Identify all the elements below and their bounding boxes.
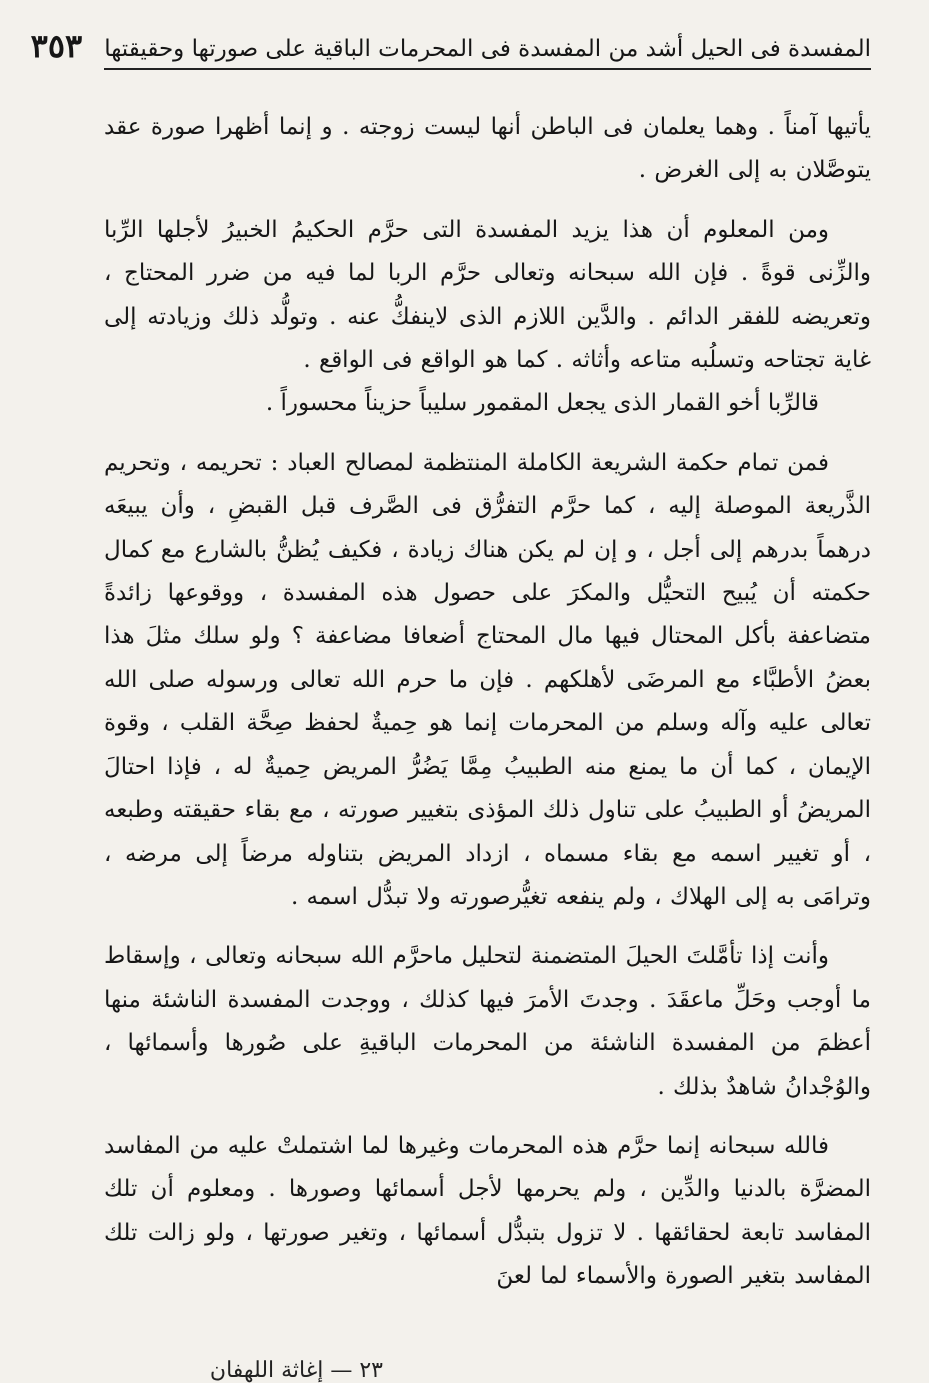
page-number: ٣٥٣ <box>30 27 83 65</box>
running-header-title: المفسدة فى الحيل أشد من المفسدة فى المحرمات الباقية على صورتها وحقيقتها <box>104 35 871 62</box>
paragraph: يأتيها آمناً . وهما يعلمان فى الباطن أنها ليست زوجته . و إنما أظهرا صورة عقد يتوصَّلان به إلى الغرض . <box>104 114 871 184</box>
paragraph: فالله سبحانه إنما حرَّم هذه المحرمات وغيرها لما اشتملتْ عليه من المفاسد المضرَّة بالدنيا والدِّين ، ولم يحرمها لأجل أسمائها وصورها . ومعلوم أن تلك المفاسد تابعة لحقائقها . لا تزول بتبدُّل أسمائها ، وتغير صورتها ، ولو زالت تلك المفاسد بتغير الصورة والأسماء لما لعنَ <box>104 1132 871 1290</box>
quoted-verse: قالرِّبا أخو القمار الذى يجعل المقمور سليباً حزيناً محسوراً . <box>265 390 819 417</box>
body-text <box>104 106 871 1299</box>
paragraph: وأنت إذا تأمَّلتَ الحيلَ المتضمنة لتحليل ماحرَّم الله سبحانه وتعالى ، وإسقاط ما أوجب وحَلِّ ماعقَدَ . وجدتَ الأمرَ فيها كذلك ، ووجدت المفسدة الناشئة منها أعظمَ من المفسدة الناشئة من المحرمات الباقيةِ على صُورها وأسمائها ، والوُجْدانُ شاهدٌ بذلك . <box>104 943 871 1100</box>
running-header <box>30 0 871 68</box>
footer-signature: ٢٣ — إغاثة اللهفان <box>209 1358 383 1383</box>
paragraph: ومن المعلوم أن هذا يزيد المفسدة التى حرَّم الحكيمُ الخبيرُ لأجلها الرِّبا والزِّنى قوةً . فإن الله سبحانه وتعالى حرَّم الربا لما فيه من ضرر المحتاج ، وتعريضه للفقر الدائم . والدَّين اللازم الذى لاينفكُّ عنه . وتولُّد ذلك وزيادته إلى غاية تجتاحه وتسلُبه متاعه وأثاثه . كما هو الواقع فى الواقع . <box>104 216 871 374</box>
paragraph: فمن تمام حكمة الشريعة الكاملة المنتظمة لمصالح العباد : تحريمه ، وتحريم الذَّريعة الموصلة إليه ، كما حرَّم التفرُّق فى الصَّرف قبل القبضِ ، وأن يبيعَه درهماً بدرهم إلى أجل ، و إن لم يكن هناك زيادة ، فكيف يُظنُّ بالشارع مع كمال حكمته أن يُبيح التحيُّل والمكرَ على حصول هذه المفسدة ، ووقوعها زائدةً متضاعفة بأكل المحتال فيها مال المحتاج أضعافا مضاعفة ؟ ولو سلك مثلَ هذا بعضُ الأطبَّاء مع المرضَى لأهلكهم . فإن ما حرم الله تعالى ورسوله صلى الله تعالى عليه وآله وسلم من المحرمات إنما هو حِميةٌ لحفظ صِحَّة القلب ، وقوة الإيمان ، كما أن ما يمنع منه الطبيبُ مِمَّا يَضُرُّ المريض حِميةٌ له ، فإذا احتالَ المريضُ أو الطبيبُ على تناول ذلك المؤذى بتغيير صورته ، مع بقاء حقيقته وطبعه ، أو تغيير اسمه مع بقاء مسماه ، ازداد المريض بتناوله مرضاً إلى مرضه ، وترامَى به إلى الهلاك ، ولم ينفعه تغيُّرصورته ولا تبدُّل اسمه . <box>104 449 871 910</box>
header-rule <box>104 68 871 70</box>
